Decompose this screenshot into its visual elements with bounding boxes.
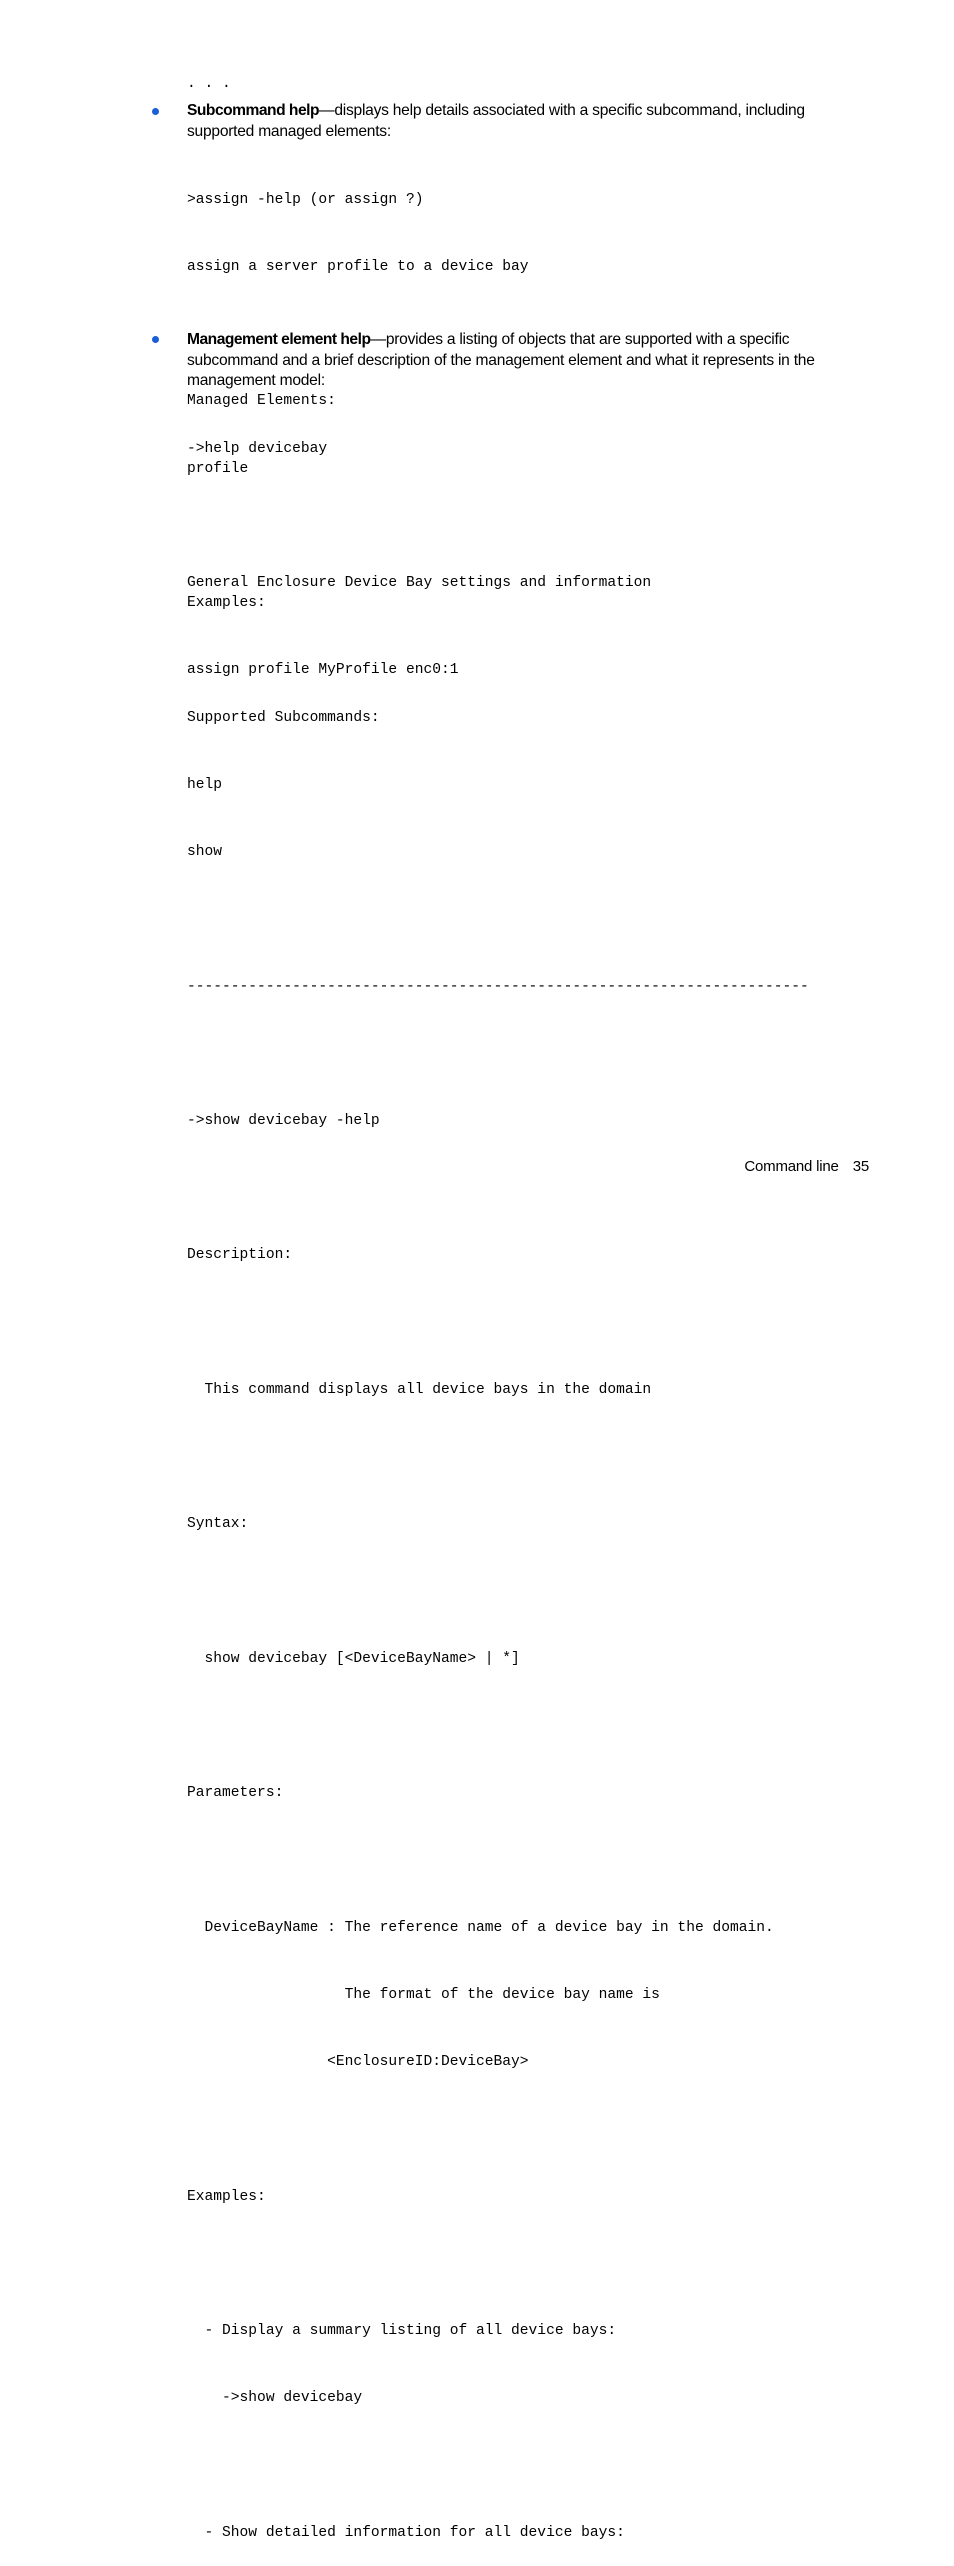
code-line xyxy=(187,2454,809,2476)
code-line xyxy=(187,505,809,527)
code-line: Managed Elements: xyxy=(187,393,336,410)
code-line: ->help devicebay xyxy=(187,440,328,457)
code-line xyxy=(187,639,809,661)
code-line xyxy=(187,2118,809,2140)
code-line: Supported Subcommands: xyxy=(187,709,380,726)
code-line: The format of the device bay name is xyxy=(187,1986,660,2003)
code-line xyxy=(187,1177,809,1199)
code-line: assign profile MyProfile enc0:1 xyxy=(187,662,459,679)
code-line xyxy=(187,1312,809,1334)
code-line xyxy=(187,1849,809,1871)
code-line: <EnclosureID:DeviceBay> xyxy=(187,2054,529,2071)
code-line: show xyxy=(187,844,223,861)
code-line: DeviceBayName : The reference name of a device bay in the domain. xyxy=(187,1919,774,1936)
code-line: Examples: xyxy=(187,2188,266,2205)
code-line: >assign -help (or assign ?) xyxy=(187,191,424,208)
code-line: Description: xyxy=(187,1247,293,1264)
page-footer xyxy=(744,1158,869,1175)
code-line: ->show devicebay -help xyxy=(187,1113,380,1129)
term-subcommand-help: Subcommand help xyxy=(187,102,319,119)
code-line: assign a server profile to a device bay xyxy=(187,259,529,276)
term-management-element-help: Management element help xyxy=(187,331,371,348)
code-line: profile xyxy=(187,460,249,477)
bullet-dot xyxy=(152,108,159,115)
bullet-management-element-help xyxy=(187,330,837,392)
code-line: help xyxy=(187,776,223,793)
code-line: Syntax: xyxy=(187,1516,249,1533)
code-line: - Show detailed information for all device bays: xyxy=(187,2524,625,2541)
description-management-element-help: —provides a listing of objects that are supported with a specific subcommand and a brief description of the management element and what it represents in the management model: xyxy=(187,331,815,390)
continuation-ellipsis: . . . xyxy=(187,76,231,92)
code-line xyxy=(187,1043,809,1065)
code-line xyxy=(187,1446,809,1468)
code-line xyxy=(187,908,809,930)
footer-section-title: Command line xyxy=(744,1158,839,1175)
code-line xyxy=(187,1581,809,1603)
code-line xyxy=(187,2253,809,2275)
code-line: ->show devicebay xyxy=(187,2390,363,2407)
bullet-subcommand-help xyxy=(187,101,837,142)
code-line: - Display a summary listing of all device bays: xyxy=(187,2322,617,2339)
code-line xyxy=(187,1715,809,1737)
code-line: General Enclosure Device Bay settings and information xyxy=(187,575,652,592)
code-line: Examples: xyxy=(187,595,266,612)
bullet-dot xyxy=(152,336,159,343)
description-subcommand-help: —displays help details associated with a specific subcommand, including supported managed elements: xyxy=(187,102,805,140)
code-line: Parameters: xyxy=(187,1785,284,1802)
page-number: 35 xyxy=(852,1158,869,1175)
separator-line: ----------------------------------------------------------------------- xyxy=(187,978,809,995)
code-line: show devicebay [<DeviceBayName> | *] xyxy=(187,1650,520,1667)
code-block-management-element-help xyxy=(187,393,809,2566)
code-line: This command displays all device bays in the domain xyxy=(187,1381,652,1398)
